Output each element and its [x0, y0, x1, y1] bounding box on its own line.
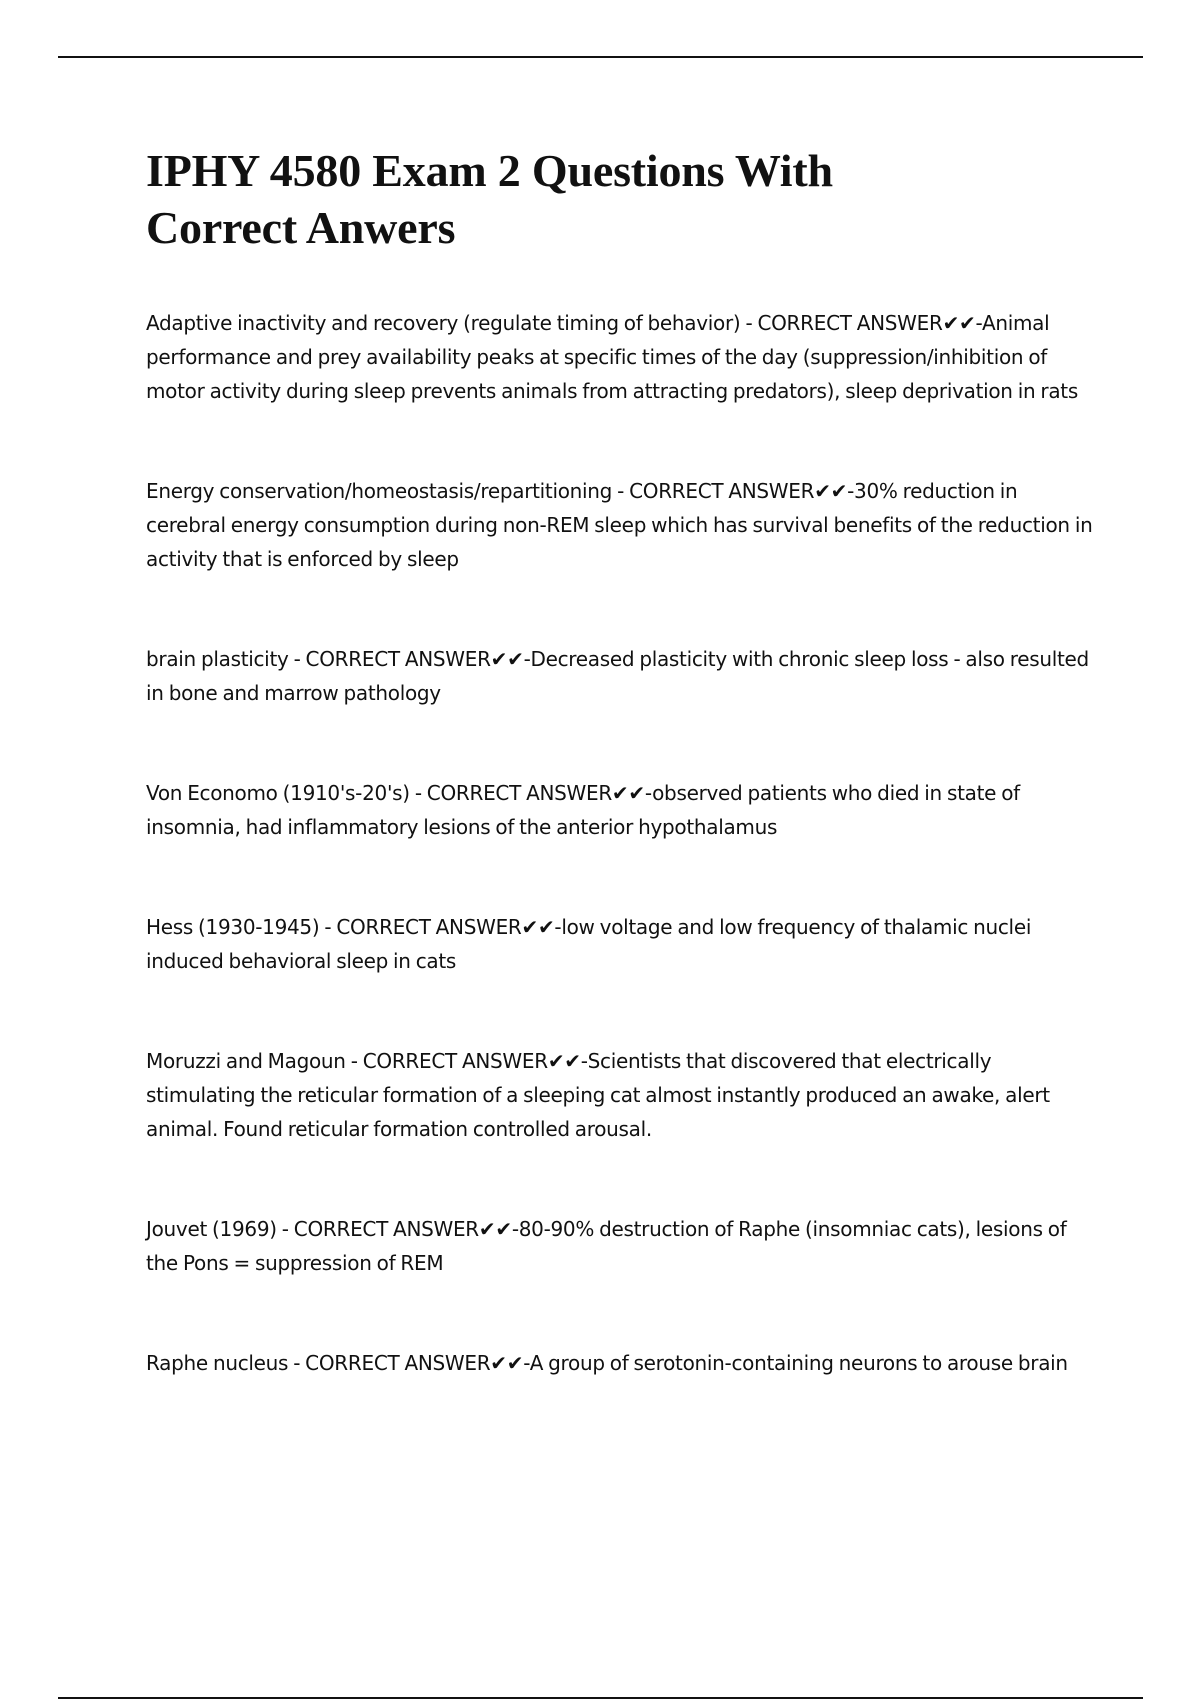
document-title: IPHY 4580 Exam 2 Questions With Correct Anwers — [146, 145, 833, 253]
qa-item: Adaptive inactivity and recovery (regulate timing of behavior) - CORRECT ANSWER✔✔-Animal performance and prey availability peaks at specific times of the day (suppression/inhibition of motor activity during sleep prevents animals from attracting predators), sleep deprivation in rats — [146, 311, 1078, 403]
qa-item: Energy conservation/homeostasis/repartitioning - CORRECT ANSWER✔✔-30% reduction in cerebral energy consumption during non-REM sleep which has survival benefits of the reduction in activity that is enforced by sleep — [146, 479, 1093, 571]
qa-item: brain plasticity - CORRECT ANSWER✔✔-Decreased plasticity with chronic sleep loss - also resulted in bone and marrow pathology — [146, 647, 1089, 705]
footer-rule — [58, 1697, 1143, 1699]
qa-list — [146, 306, 1096, 1380]
header-rule — [58, 56, 1143, 58]
qa-item: Jouvet (1969) - CORRECT ANSWER✔✔-80-90% destruction of Raphe (insomniac cats), lesions of the Pons = suppression of REM — [146, 1217, 1067, 1275]
qa-item: Hess (1930-1945) - CORRECT ANSWER✔✔-low voltage and low frequency of thalamic nuclei induced behavioral sleep in cats — [146, 915, 1032, 973]
qa-item: Raphe nucleus - CORRECT ANSWER✔✔-A group of serotonin-containing neurons to arouse brain — [146, 1351, 1068, 1375]
qa-item: Von Economo (1910's-20's) - CORRECT ANSWER✔✔-observed patients who died in state of insomnia, had inflammatory lesions of the anterior hypothalamus — [146, 781, 1020, 839]
document-body — [146, 142, 1096, 1380]
qa-item: Moruzzi and Magoun - CORRECT ANSWER✔✔-Scientists that discovered that electrically stimulating the reticular formation of a sleeping cat almost instantly produced an awake, alert animal. Found reticular formation controlled arousal. — [146, 1049, 1050, 1141]
